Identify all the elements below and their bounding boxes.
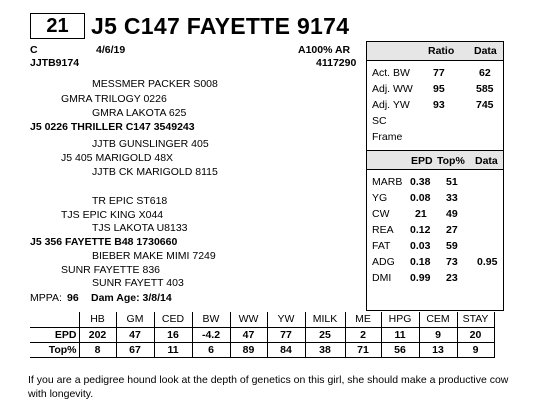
performance-col-ratio: Ratio (428, 45, 455, 57)
pedigree-dam-sire: TJS EPIC KING X044 (61, 209, 164, 221)
perf-ratio-bw: 77 (433, 67, 445, 79)
epd-col-yw: YW (267, 312, 305, 327)
pedigree-dam-sire-dam: TJS LAKOTA U8133 (92, 222, 188, 234)
epd-col-bw: BW (192, 312, 230, 327)
top-value-cem: 13 (419, 342, 457, 357)
carcass-epd-cw: 21 (415, 208, 427, 220)
pedigree-sire-sire: GMRA TRILOGY 0226 (61, 93, 167, 105)
epd-row-label: EPD (30, 327, 79, 342)
top-value-ced: 11 (154, 342, 192, 357)
epd-col-ww: WW (230, 312, 267, 327)
epd-col-milk: MILK (305, 312, 345, 327)
top-value-me: 71 (345, 342, 381, 357)
perf-data-ww: 585 (476, 83, 494, 95)
carcass-epd-yg: 0.08 (410, 192, 431, 204)
carcass-col-epd: EPD (411, 155, 433, 167)
pedigree-sire: J5 0226 THRILLER C147 3549243 (30, 121, 195, 133)
epd-value-ced: 16 (154, 327, 192, 342)
pedigree-dam-dam: SUNR FAYETTE 836 (61, 264, 161, 276)
breed-percentage: A100% AR (298, 44, 351, 56)
top-value-gm: 67 (116, 342, 154, 357)
pedigree-dam-dam-sire: BIEBER MAKE MIMI 7249 (92, 250, 216, 262)
animal-name: J5 C147 FAYETTE 9174 (91, 13, 350, 39)
carcass-label-marb: MARB (372, 176, 403, 188)
lot-number: 21 (30, 13, 85, 39)
epd-table (30, 312, 495, 358)
carcass-label-adg: ADG (372, 256, 395, 268)
performance-panel (366, 41, 504, 311)
pedigree-sire-dam-dam: JJTB CK MARIGOLD 8115 (92, 166, 218, 178)
tattoo: JJTB9174 (30, 57, 80, 69)
epd-value-milk: 25 (305, 327, 345, 342)
epd-col-stay: STAY (457, 312, 494, 327)
carcass-label-cw: CW (372, 208, 390, 220)
epd-value-yw: 77 (267, 327, 305, 342)
epd-col-cem: CEM (419, 312, 457, 327)
top-value-hb: 8 (79, 342, 116, 357)
epd-row (30, 327, 494, 342)
sex: C (30, 44, 38, 56)
epd-col-hb: HB (79, 312, 116, 327)
performance-col-data: Data (474, 45, 497, 57)
epd-value-hb: 202 (79, 327, 116, 342)
carcass-data-adg: 0.95 (477, 256, 498, 268)
carcass-col-top: Top% (437, 155, 465, 167)
epd-value-stay: 20 (457, 327, 494, 342)
carcass-top-yg: 33 (446, 192, 458, 204)
top-value-milk: 38 (305, 342, 345, 357)
perf-ratio-yw: 93 (433, 99, 445, 111)
mppa-label: MPPA: (30, 292, 62, 304)
carcass-col-data: Data (475, 155, 498, 167)
registration-number: 4117290 (316, 57, 357, 69)
epd-value-hpg: 11 (381, 327, 419, 342)
top-value-bw: 6 (192, 342, 230, 357)
epd-value-me: 2 (345, 327, 381, 342)
comment-text: If you are a pedigree hound look at the depth of genetics on this girl, she should make a productive cow with longevity. (28, 374, 509, 400)
perf-label-frame: Frame (372, 131, 403, 143)
carcass-label-yg: YG (372, 192, 388, 204)
pedigree-sire-sire-sire: MESSMER PACKER S008 (92, 78, 218, 90)
pedigree-dam-sire-sire: TR EPIC ST618 (92, 195, 168, 207)
epd-col-ced: CED (154, 312, 192, 327)
carcass-label-dmi: DMI (372, 272, 392, 284)
carcass-label-rea: REA (372, 224, 394, 236)
perf-data-yw: 745 (476, 99, 494, 111)
carcass-top-fat: 59 (446, 240, 458, 252)
carcass-epd-marb: 0.38 (410, 176, 431, 188)
epd-value-cem: 9 (419, 327, 457, 342)
top-value-hpg: 56 (381, 342, 419, 357)
perf-ratio-ww: 95 (433, 83, 445, 95)
top-value-stay: 9 (457, 342, 494, 357)
carcass-epd-dmi: 0.99 (410, 272, 431, 284)
top-percent-row-label: Top% (30, 342, 79, 357)
pedigree-sire-sire-dam: GMRA LAKOTA 625 (92, 107, 187, 119)
epd-col-gm: GM (116, 312, 154, 327)
carcass-top-marb: 51 (446, 176, 458, 188)
carcass-top-dmi: 23 (446, 272, 458, 284)
top-percent-row (30, 342, 494, 357)
epd-value-gm: 47 (116, 327, 154, 342)
pedigree-sire-dam-sire: JJTB GUNSLINGER 405 (92, 138, 209, 150)
perf-label-yw: Adj. YW (372, 99, 410, 111)
dam-age: Dam Age: 3/8/14 (91, 292, 172, 304)
pedigree-sire-dam: J5 405 MARIGOLD 48X (61, 152, 174, 164)
mppa-value: 96 (67, 292, 79, 304)
epd-col-hpg: HPG (381, 312, 419, 327)
carcass-epd-adg: 0.18 (410, 256, 431, 268)
carcass-label-fat: FAT (372, 240, 391, 252)
top-value-ww: 89 (230, 342, 267, 357)
carcass-top-rea: 27 (446, 224, 458, 236)
perf-label-sc: SC (372, 115, 387, 127)
perf-label-bw: Act. BW (372, 67, 410, 79)
top-value-yw: 84 (267, 342, 305, 357)
epd-table-header-row (30, 312, 494, 327)
perf-data-bw: 62 (479, 67, 491, 79)
pedigree-dam-dam-dam: SUNR FAYETT 403 (92, 277, 184, 289)
carcass-top-adg: 73 (446, 256, 458, 268)
carcass-top-cw: 49 (446, 208, 458, 220)
carcass-epd-fat: 0.03 (410, 240, 431, 252)
epd-value-bw: -4.2 (192, 327, 230, 342)
carcass-epd-rea: 0.12 (410, 224, 431, 236)
epd-value-ww: 47 (230, 327, 267, 342)
perf-label-ww: Adj. WW (372, 83, 413, 95)
epd-col-me: ME (345, 312, 381, 327)
pedigree-dam: J5 356 FAYETTE B48 1730660 (30, 236, 178, 248)
birth-date: 4/6/19 (96, 44, 126, 56)
